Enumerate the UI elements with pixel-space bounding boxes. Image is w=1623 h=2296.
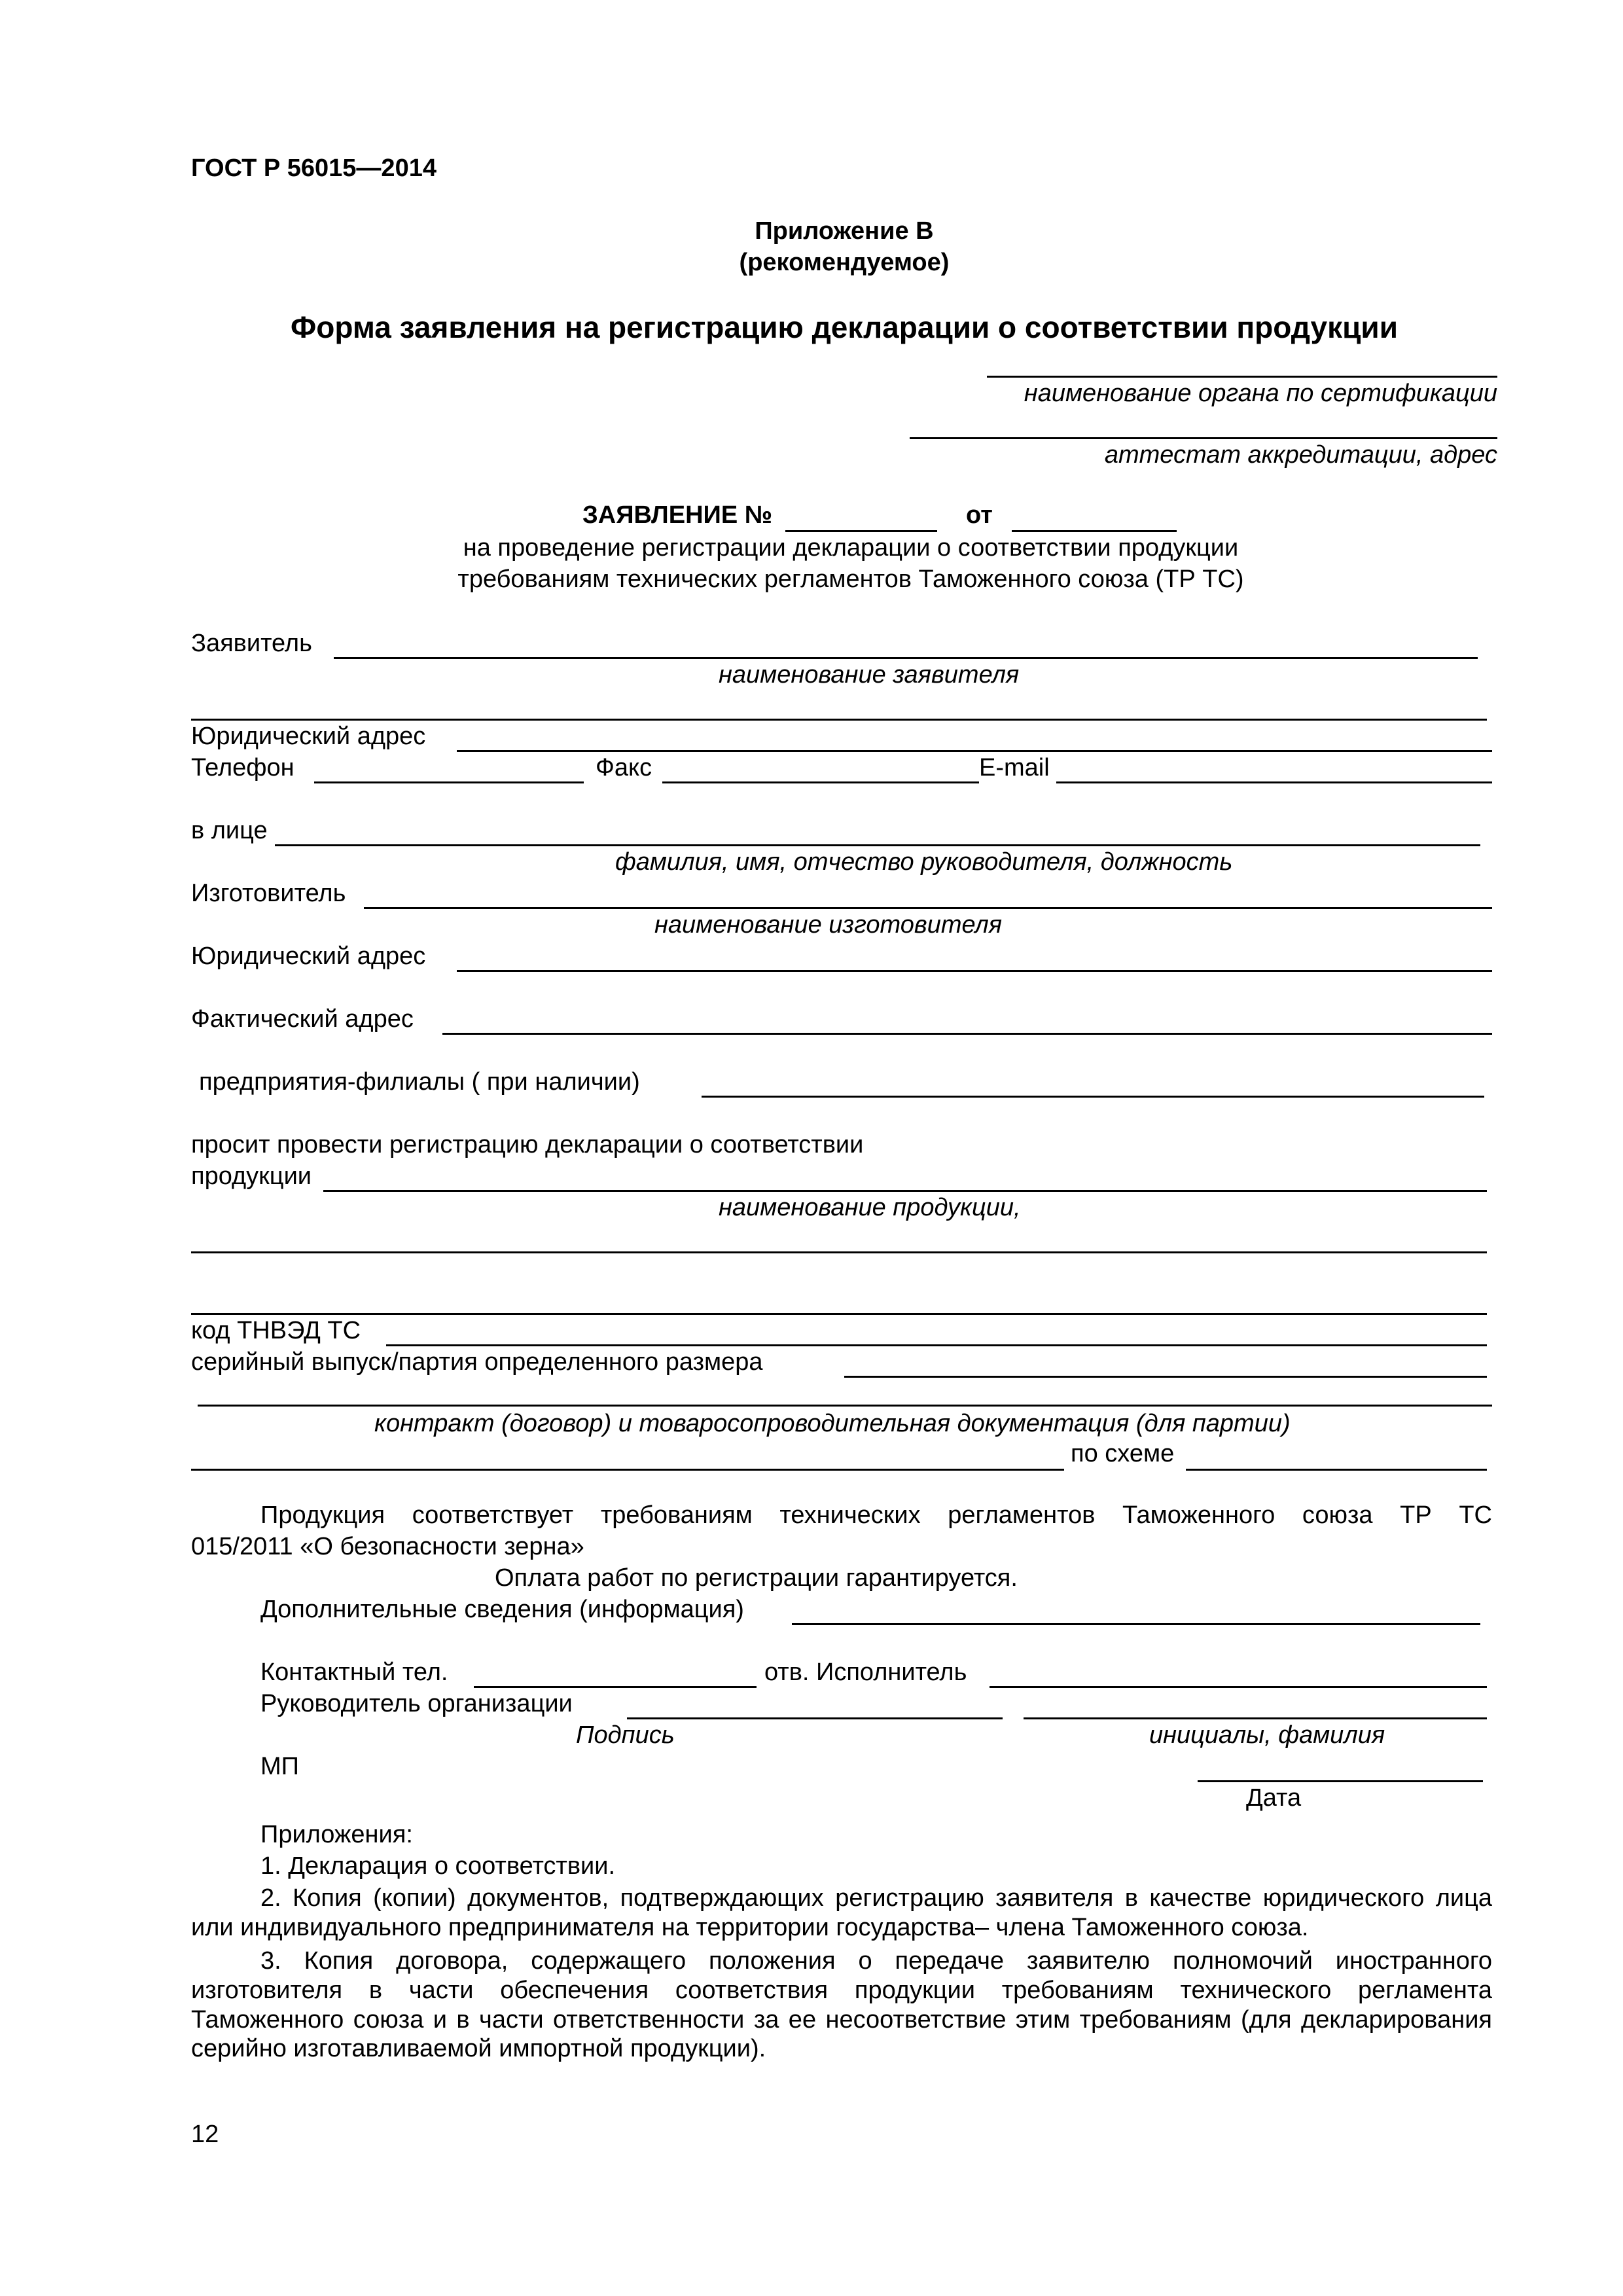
payment-guarantee: Оплата работ по регистрации гарантируется. [495, 1564, 1018, 1592]
executor-field[interactable] [990, 1686, 1487, 1688]
tnved-field[interactable] [386, 1344, 1487, 1346]
branches-field[interactable] [702, 1096, 1484, 1098]
fax-field[interactable] [662, 781, 979, 783]
accreditation-line[interactable] [910, 437, 1497, 439]
actual-address-field[interactable] [442, 1033, 1492, 1035]
legal-address-label: Юридический адрес [191, 723, 426, 750]
annex-status: (рекомендуемое) [739, 249, 950, 276]
serial-field[interactable] [844, 1376, 1487, 1378]
date-caption: Дата [1246, 1784, 1302, 1812]
compliance-text-2: 015/2011 «О безопасности зерна» [191, 1533, 584, 1560]
applicant-field[interactable] [334, 657, 1478, 659]
manufacturer-label: Изготовитель [191, 880, 346, 907]
tnved-label: код ТНВЭД ТС [191, 1317, 361, 1344]
date-field[interactable] [1198, 1780, 1483, 1782]
statement-title: ЗАЯВЛЕНИЕ № [582, 501, 773, 529]
certification-body-caption: наименование органа по сертификации [1024, 380, 1497, 407]
attachment-item-2: 2. Копия (копии) документов, подтверждающих регистрацию заявителя в качестве юридического лица или индивидуального предпринимателя на территории государства– члена Таможенного союза. [191, 1884, 1492, 1941]
head-label: Руководитель организации [260, 1690, 573, 1717]
serial-label: серийный выпуск/партия определенного размера [191, 1348, 763, 1376]
applicant-label: Заявитель [191, 630, 312, 657]
contract-caption: контракт (договор) и товаросопроводительная документация (для партии) [374, 1410, 1291, 1437]
attachment-item-1: 1. Декларация о соответствии. [260, 1852, 616, 1880]
fax-label: Факс [596, 754, 652, 781]
applicant-caption: наименование заявителя [719, 661, 1020, 689]
attachment-item-3: 3. Копия договора, содержащего положения о передаче заявителю полномочий иностранного изготовителя в части обеспечения соответствия продукции требованиям технического регламента Таможенного союза и в части ответственности за ее несоответствие этим требованиям (для декларирования серийно изготавливаемой импортной продукции). [191, 1947, 1492, 2063]
signature-caption: Подпись [576, 1721, 675, 1749]
product-field[interactable] [323, 1190, 1487, 1192]
head-signature-field[interactable] [627, 1717, 1003, 1719]
manufacturer-legal-address-field[interactable] [457, 970, 1492, 972]
request-line-1: просит провести регистрацию декларации о соответствии [191, 1131, 864, 1158]
contract-field[interactable] [191, 1469, 1064, 1471]
head-initials-field[interactable] [1024, 1717, 1487, 1719]
phone-field[interactable] [314, 781, 584, 783]
phone-label: Телефон [191, 754, 294, 781]
page-number: 12 [191, 2121, 219, 2148]
accreditation-caption: аттестат аккредитации, адрес [1104, 441, 1497, 469]
executor-label: отв. Исполнитель [764, 1659, 967, 1686]
additional-info-field[interactable] [792, 1623, 1480, 1625]
product-extra-line-2[interactable] [191, 1313, 1487, 1315]
certification-body-line[interactable] [987, 376, 1497, 378]
branches-label: предприятия-филиалы ( при наличии) [199, 1068, 640, 1096]
scheme-field[interactable] [1186, 1469, 1487, 1471]
product-caption: наименование продукции, [719, 1194, 1021, 1221]
email-label: E-mail [979, 754, 1050, 781]
actual-address-label: Фактический адрес [191, 1005, 414, 1033]
contact-phone-field[interactable] [474, 1686, 757, 1688]
statement-date-field[interactable] [1012, 530, 1177, 532]
statement-number-field[interactable] [785, 530, 937, 532]
statement-from-label: от [966, 501, 993, 529]
contact-phone-label: Контактный тел. [260, 1659, 448, 1686]
legal-address-field[interactable] [457, 750, 1492, 752]
standard-header: ГОСТ Р 56015—2014 [191, 154, 437, 182]
manufacturer-legal-address-label: Юридический адрес [191, 942, 426, 970]
statement-subtitle-2: требованиям технических регламентов Таможенного союза (ТР ТС) [457, 565, 1244, 593]
additional-info-label: Дополнительные сведения (информация) [260, 1596, 744, 1623]
represented-field[interactable] [275, 844, 1480, 846]
annex-heading: Форма заявления на регистрацию декларации о соответствии продукции [291, 310, 1398, 344]
represented-label: в лице [191, 817, 268, 844]
represented-caption: фамилия, имя, отчество руководителя, должность [615, 848, 1233, 876]
manufacturer-field[interactable] [364, 907, 1492, 909]
applicant-extra-line[interactable] [191, 719, 1487, 721]
contract-line[interactable] [198, 1405, 1492, 1407]
product-extra-line-1[interactable] [191, 1251, 1487, 1253]
seal-label: МП [260, 1753, 299, 1780]
scheme-label: по схеме [1071, 1440, 1175, 1467]
annex-title: Приложение В [755, 217, 934, 245]
compliance-text-1: Продукция соответствует требованиям технических регламентов Таможенного союза ТР ТС [260, 1501, 1492, 1529]
attachments-title: Приложения: [260, 1821, 413, 1848]
initials-caption: инициалы, фамилия [1149, 1721, 1385, 1749]
request-line-2: продукции [191, 1162, 312, 1190]
email-field[interactable] [1056, 781, 1492, 783]
statement-subtitle-1: на проведение регистрации декларации о соответствии продукции [463, 534, 1239, 562]
manufacturer-caption: наименование изготовителя [654, 911, 1003, 939]
